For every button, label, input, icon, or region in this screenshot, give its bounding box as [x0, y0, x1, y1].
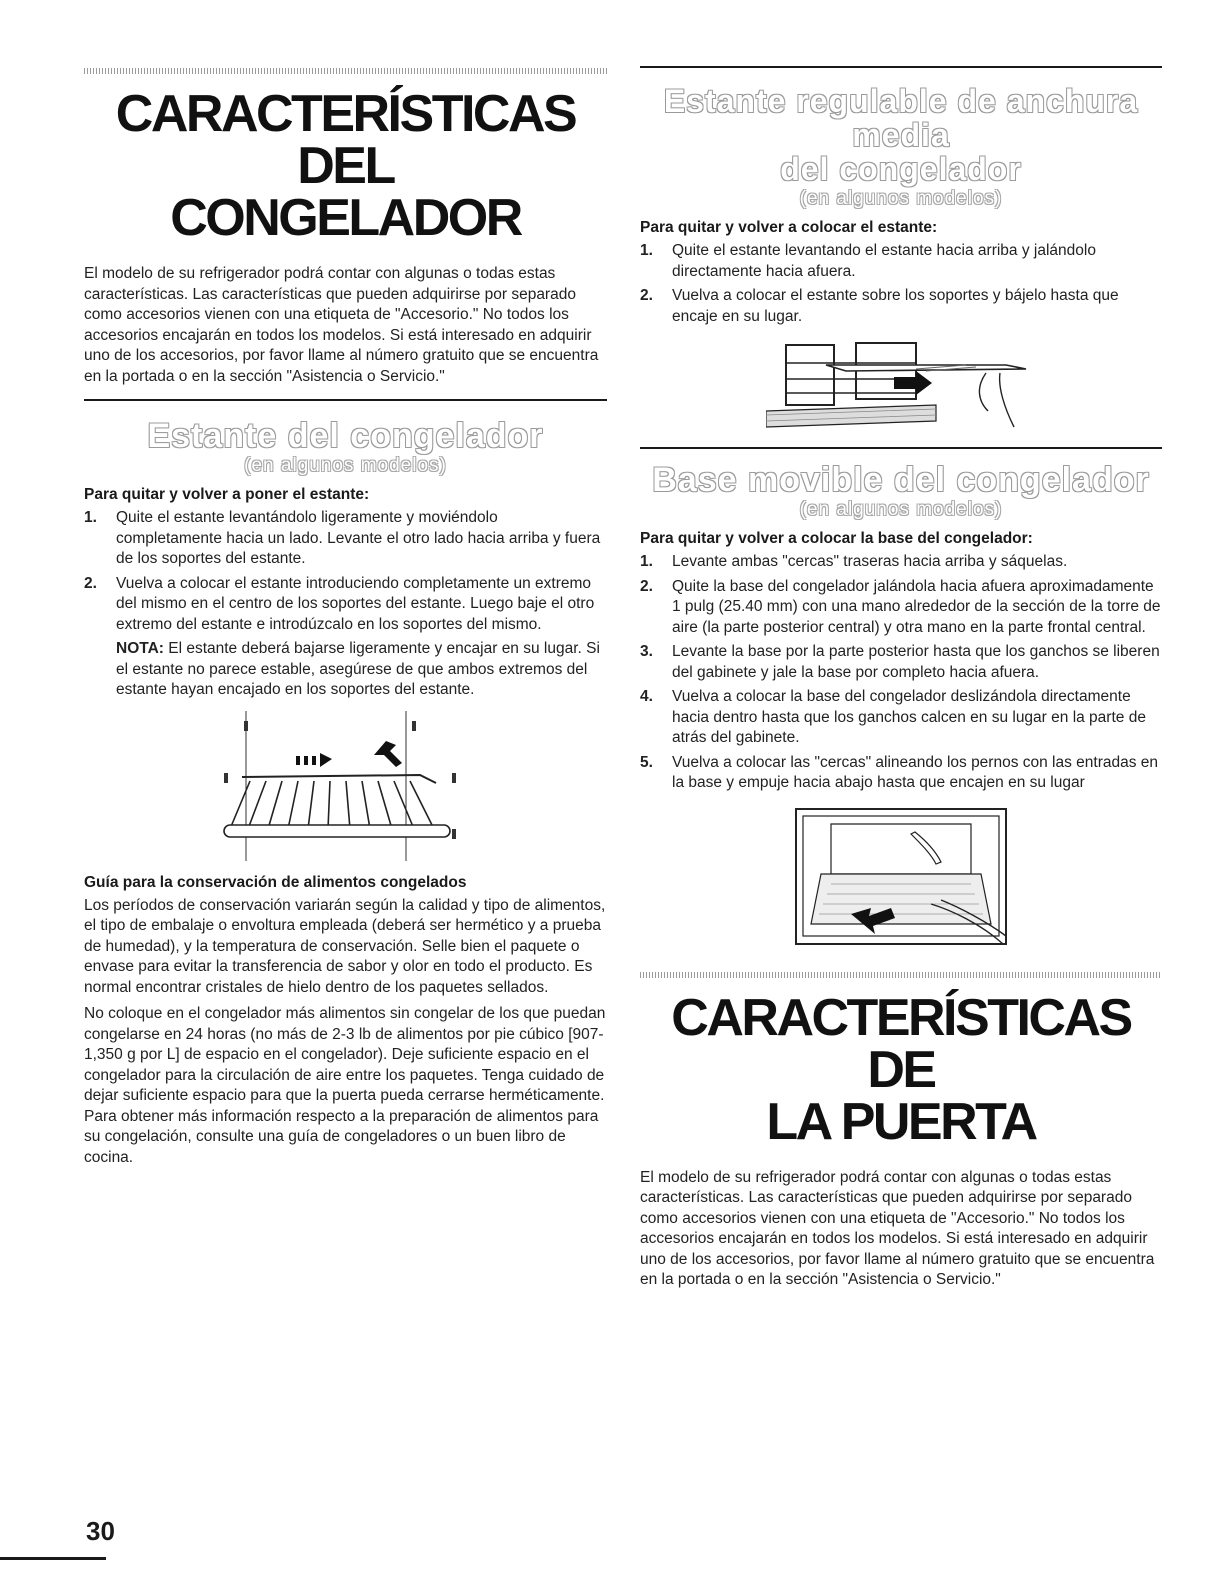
half-shelf-section-title	[640, 84, 1162, 186]
half-shelf-title-line-1: Estante regulable de anchura media	[663, 83, 1139, 153]
freezer-intro: El modelo de su refrigerador podrá contar con algunas o todas estas características. Las características que pueden adquirirse por separado como accesorios vienen con una etiqueta de "Accesorio." No todos los accesorios encajarán en todos los modelos. Si está interesado en adquirir uno de los accesorios, por favor llame al número gratuito que se encuentra en la portada o en la sección "Asistencia o Servicio."	[84, 265, 599, 385]
list-item	[640, 577, 1162, 639]
freezer-base-instructions-heading: Para quitar y volver a colocar la base del congelador:	[640, 530, 1033, 547]
shelf-note	[84, 639, 607, 701]
step-number: 1.	[84, 509, 97, 526]
page-number: 30	[86, 1516, 115, 1546]
step-number: 2.	[640, 287, 653, 304]
list-item	[84, 508, 607, 570]
freezer-base-subtitle: (en algunos modelos)	[799, 499, 1003, 520]
freezer-base-section-title: Base movible del congelador	[652, 461, 1150, 499]
note-label: NOTA:	[116, 640, 164, 657]
shelf-steps-list	[84, 508, 607, 635]
right-column	[640, 0, 1162, 1291]
title-hatch-rule	[640, 972, 1162, 978]
step-number: 1.	[640, 242, 653, 259]
title-hatch-rule	[84, 68, 607, 74]
step-text: Quite el estante levantándolo ligeramente y moviéndolo completamente hacia un lado. Levante el otro lado hacia arriba y fuera de los soportes del estante.	[116, 509, 601, 567]
step-number: 2.	[84, 574, 97, 592]
title-line-1: CARACTERÍSTICAS DEL	[115, 85, 576, 195]
list-item	[640, 552, 1162, 573]
shelf-section-subtitle: (en algunos modelos)	[244, 455, 447, 476]
frozen-food-guide-p1: Los períodos de conservación variarán según la calidad y tipo de alimentos, el tipo de embalaje o envoltura empleada (deberá ser hermético y a prueba de humedad), y la temperatura de conservación. Selle bien el paquete o envase para evitar la transferencia de sabor y olor en todo el producto. Es normal encontrar cristales de hielo dentro de los paquetes sellados.	[84, 896, 606, 996]
door-intro: El modelo de su refrigerador podrá contar con algunas o todas estas características. Las características que pueden adquirirse por separado como accesorios vienen con una etiqueta de "Accesorio." No todos los accesorios encajarán en todos los modelos. Si está interesado en adquirir uno de los accesorios, por favor llame al número gratuito que se encuentra en la portada o en la sección "Asistencia o Servicio."	[640, 1168, 1155, 1288]
step-text: Quite el estante levantando el estante hacia arriba y jalándolo directamente hacia afuera.	[672, 242, 1096, 280]
list-item	[640, 241, 1162, 282]
step-number: 1.	[640, 553, 653, 570]
step-text: Levante ambas "cercas" traseras hacia arriba y sáquelas.	[672, 553, 1068, 570]
step-number: 4.	[640, 688, 653, 705]
step-number: 3.	[640, 643, 653, 660]
step-number: 2.	[640, 577, 653, 595]
shelf-section-title: Estante del congelador	[147, 417, 544, 455]
section-divider	[84, 399, 607, 401]
freezer-base-illustration	[791, 804, 1011, 954]
freezer-shelf-illustration	[216, 711, 476, 861]
half-shelf-steps-list	[640, 241, 1162, 327]
note-text: El estante deberá bajarse ligeramente y encajar en su lugar. Si el estante no parece estable, asegúrese de que ambos extremos del estante hayan encajado en los soportes del estante.	[116, 640, 600, 698]
section-divider	[640, 66, 1162, 68]
list-item	[640, 753, 1162, 794]
door-features-title	[640, 988, 1162, 1151]
step-text: Vuelva a colocar las "cercas" alineando los pernos con las entradas en la base y empuje hacia abajo hasta que encajen en su lugar	[672, 753, 1159, 791]
half-shelf-instructions-heading: Para quitar y volver a colocar el estante:	[640, 219, 938, 236]
shelf-instructions-heading: Para quitar y volver a poner el estante:	[84, 486, 370, 503]
freezer-base-steps-list	[640, 552, 1162, 794]
list-item	[84, 574, 607, 636]
step-text: Vuelva a colocar el estante sobre los soportes y bájelo hasta que encaje en su lugar.	[672, 287, 1119, 325]
section-divider	[640, 447, 1162, 449]
title-line-2: LA PUERTA	[766, 1092, 1036, 1151]
step-text: Vuelva a colocar la base del congelador deslizándola directamente hacia dentro hasta que los ganchos calcen en su lugar en la parte de atrás del gabinete.	[672, 688, 1146, 746]
half-shelf-illustration	[766, 335, 1036, 435]
list-item	[640, 642, 1162, 683]
list-item	[640, 687, 1162, 749]
list-item	[640, 286, 1162, 327]
step-text: Quite la base del congelador jalándola hacia afuera aproximadamente 1 pulg (25.40 mm) con una mano alrededor de la sección de la torre de aire (la parte posterior central) y otra mano en la parte frontal central.	[672, 577, 1161, 636]
step-text: Levante la base por la parte posterior hasta que los ganchos se liberen del gabinete y jale la base por completo hacia afuera.	[672, 643, 1160, 681]
frozen-food-guide-p2: No coloque en el congelador más alimentos sin congelar de los que puedan congelarse en 24 horas (no más de 2-3 lb de alimentos por pie cúbico [907-1,350 g por L] de espacio en el congelador). Deje suficiente espacio en el congelador para la circulación de aire entre los paquetes. Tenga cuidado de dejar suficiente espacio para que la puerta pueda cerrarse herméticamente. Para obtener más información respecto a la preparación de alimentos para su congelación, consulte una guía de congeladores o un buen libro de cocina.	[84, 1005, 606, 1166]
title-line-2: CONGELADOR	[170, 189, 521, 247]
frozen-food-guide-heading: Guía para la conservación de alimentos congelados	[84, 873, 467, 891]
footer-rule	[0, 1557, 106, 1560]
half-shelf-subtitle: (en algunos modelos)	[799, 188, 1003, 209]
freezer-features-title	[84, 85, 607, 247]
left-column	[84, 0, 607, 1168]
half-shelf-title-line-2: del congelador	[780, 151, 1022, 187]
step-number: 5.	[640, 753, 653, 771]
title-line-1: CARACTERÍSTICAS DE	[671, 988, 1131, 1099]
step-text: Vuelva a colocar el estante introduciendo completamente un extremo del mismo en el centro de los soportes del estante. Luego baje el otro extremo del estante e introdúzcalo en los soportes del mismo.	[116, 574, 595, 633]
